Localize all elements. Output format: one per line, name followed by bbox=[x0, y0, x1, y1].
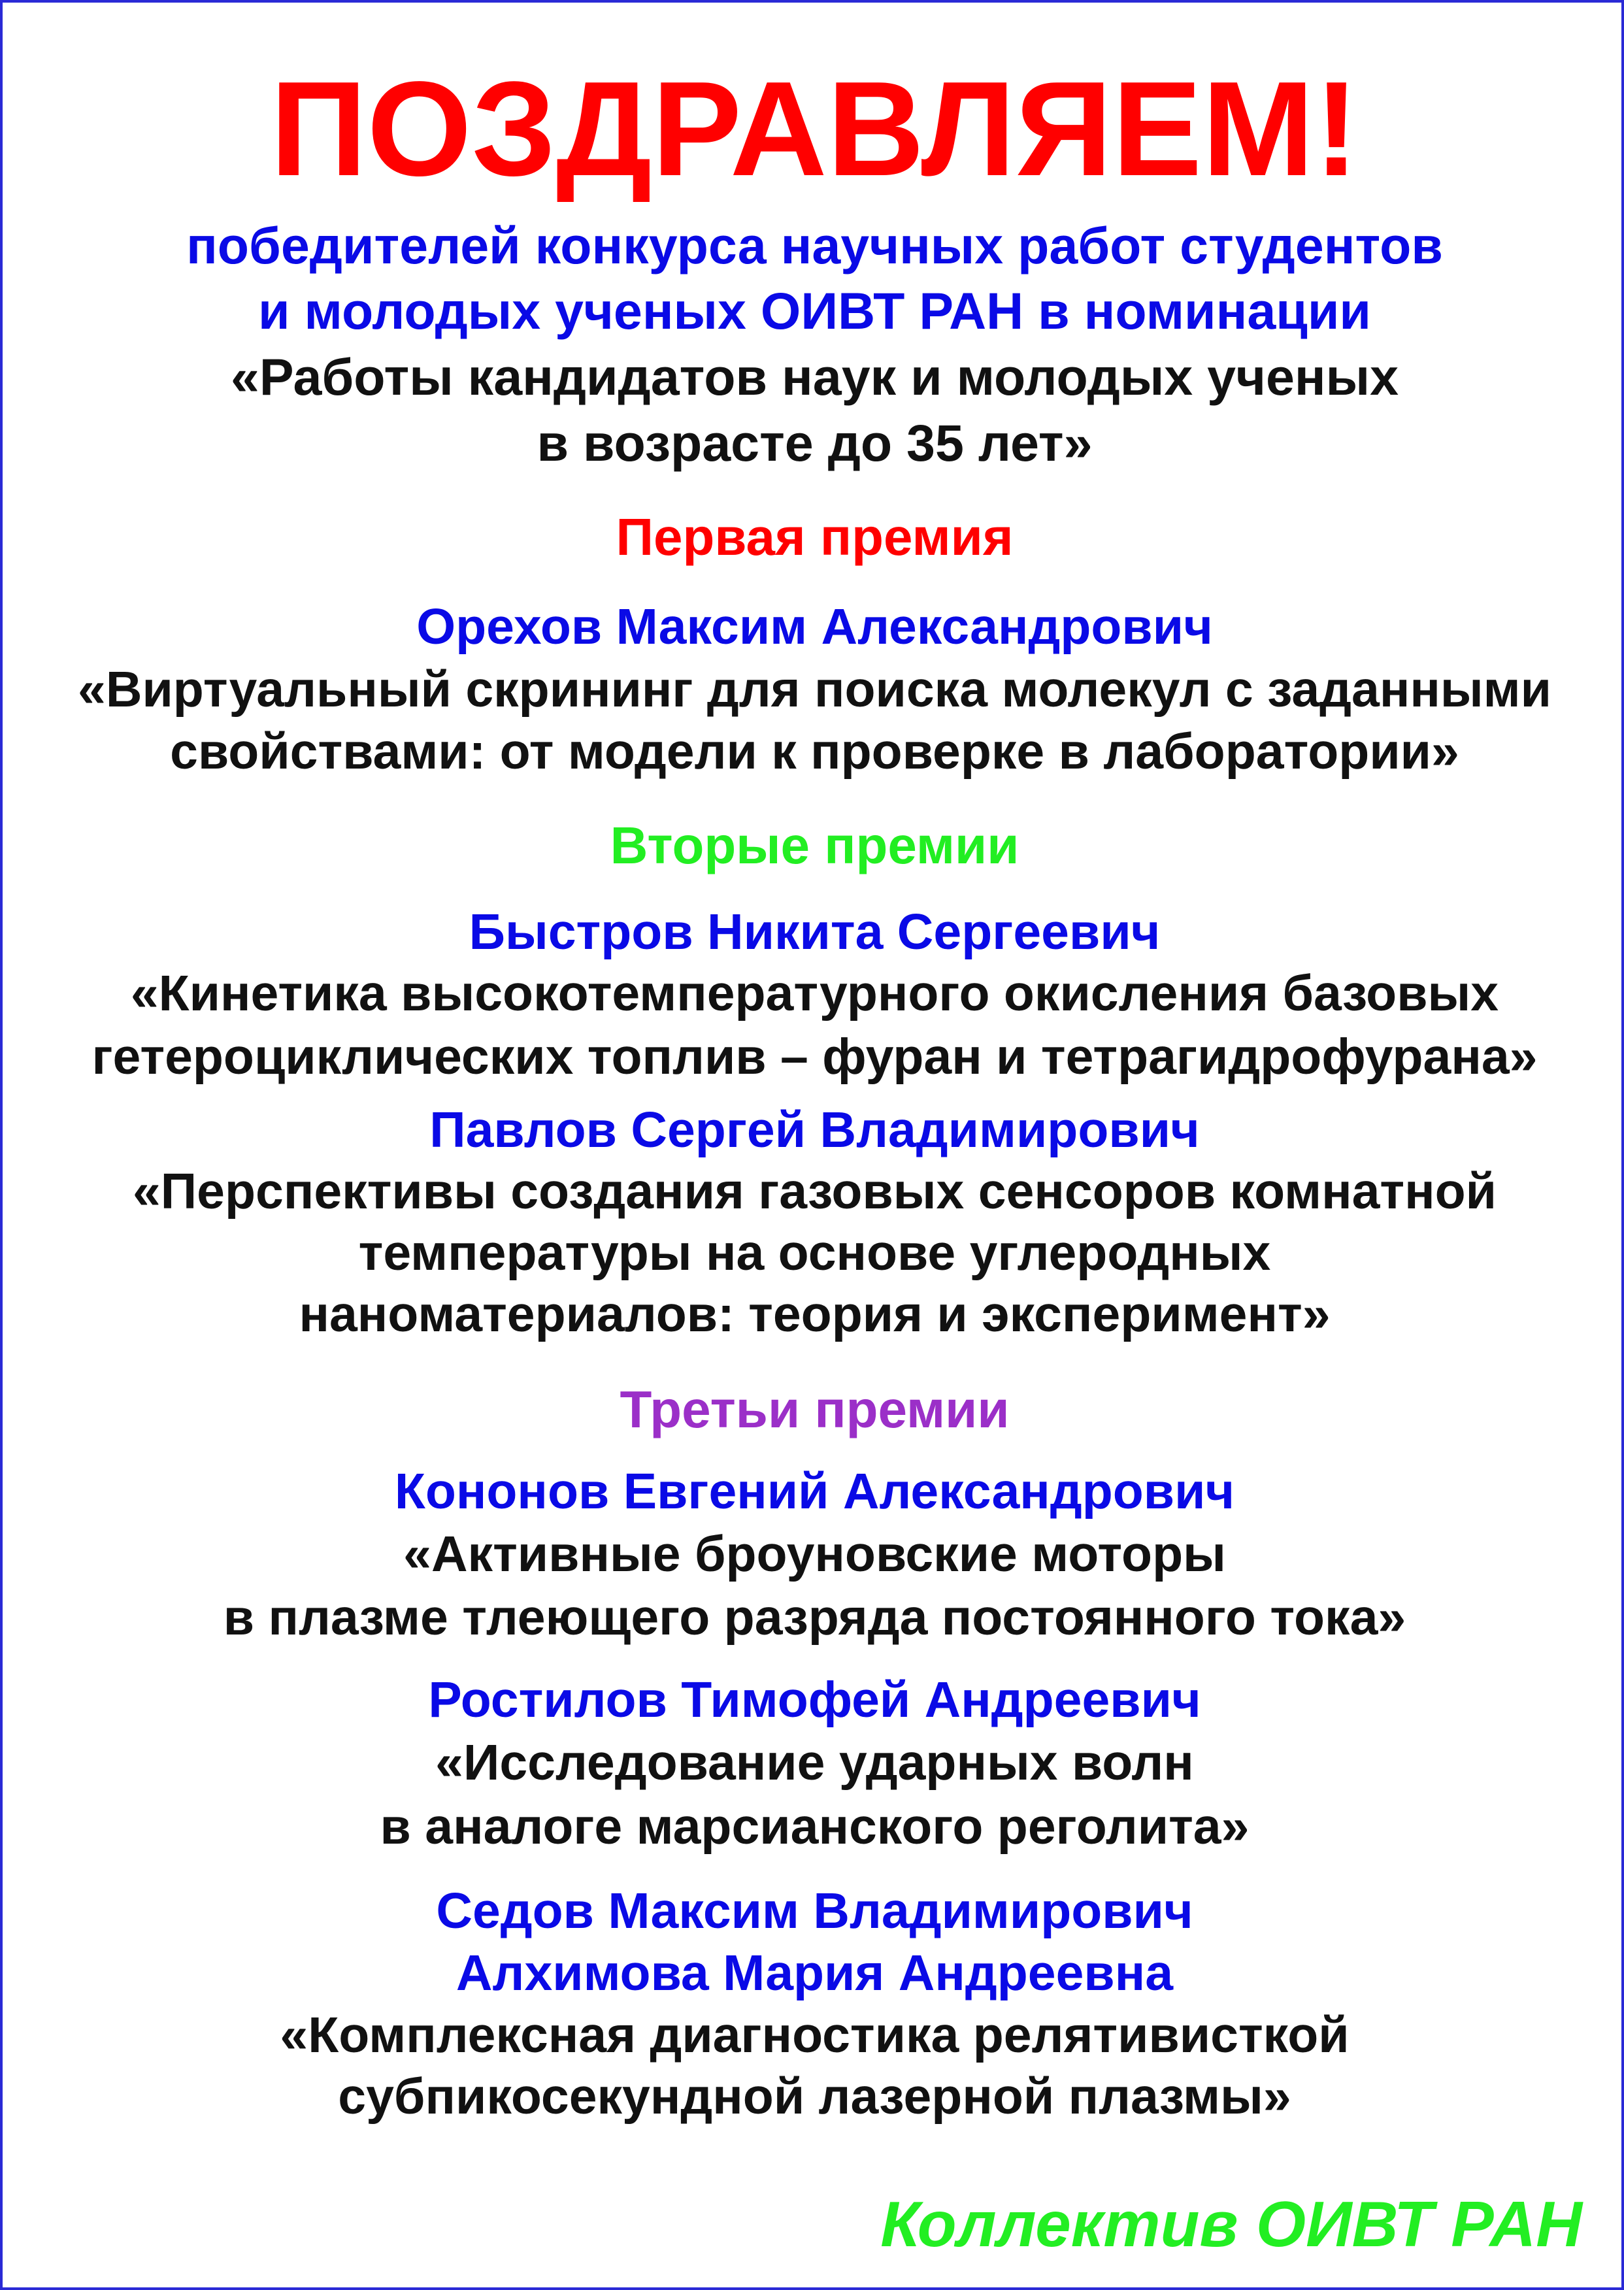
intro-line-2: и молодых ученых ОИВТ РАН в номинации bbox=[258, 282, 1371, 340]
work-title-line: «Перспективы создания газовых сенсоров комнатной bbox=[132, 1163, 1497, 1220]
winner-name: Орехов Максим Александрович bbox=[416, 599, 1213, 655]
second-prizes-heading: Вторые премии bbox=[610, 816, 1019, 874]
first-prize-heading: Первая премия bbox=[616, 508, 1014, 566]
work-title-line: «Активные броуновские моторы bbox=[403, 1526, 1226, 1582]
third-prizes-heading: Третьи премии bbox=[620, 1380, 1010, 1438]
signature: Коллектив ОИВТ РАН bbox=[880, 2188, 1582, 2260]
winner-name: Павлов Сергей Владимирович bbox=[429, 1102, 1200, 1158]
work-title-line: субпикосекундной лазерной плазмы» bbox=[338, 2068, 1291, 2125]
work-title-line: «Кинетика высокотемпературного окисления базовых bbox=[130, 965, 1499, 1021]
work-title-line: температуры на основе углеродных bbox=[358, 1225, 1271, 1281]
winner-name: Алхимова Мария Андреевна bbox=[456, 1945, 1174, 2001]
headline: ПОЗДРАВЛЯЕМ! bbox=[270, 54, 1359, 204]
work-title-line: свойствами: от модели к проверке в лаборатории» bbox=[170, 723, 1459, 780]
nomination-line-2: в возрасте до 35 лет» bbox=[537, 414, 1093, 472]
winner-name: Быстров Никита Сергеевич bbox=[469, 904, 1161, 960]
work-title-line: гетероциклических топлив – фуран и тетрагидрофурана» bbox=[91, 1029, 1538, 1085]
work-title-line: «Исследование ударных волн bbox=[435, 1734, 1194, 1791]
work-title-line: наноматериалов: теория и эксперимент» bbox=[299, 1286, 1331, 1342]
winner-name: Седов Максим Владимирович bbox=[436, 1883, 1193, 1939]
work-title-line: «Виртуальный скрининг для поиска молекул с заданными bbox=[78, 661, 1551, 718]
winner-name: Кононов Евгений Александрович bbox=[394, 1463, 1235, 1519]
work-title-line: в аналоге марсианского реголита» bbox=[380, 1799, 1250, 1855]
work-title-line: «Комплексная диагностика релятивисткой bbox=[280, 2007, 1350, 2063]
winner-name: Ростилов Тимофей Андреевич bbox=[428, 1672, 1201, 1728]
nomination-line-1: «Работы кандидатов наук и молодых ученых bbox=[230, 348, 1399, 406]
intro-line-1: победителей конкурса научных работ студентов bbox=[186, 216, 1443, 274]
work-title-line: в плазме тлеющего разряда постоянного тока» bbox=[223, 1589, 1406, 1646]
